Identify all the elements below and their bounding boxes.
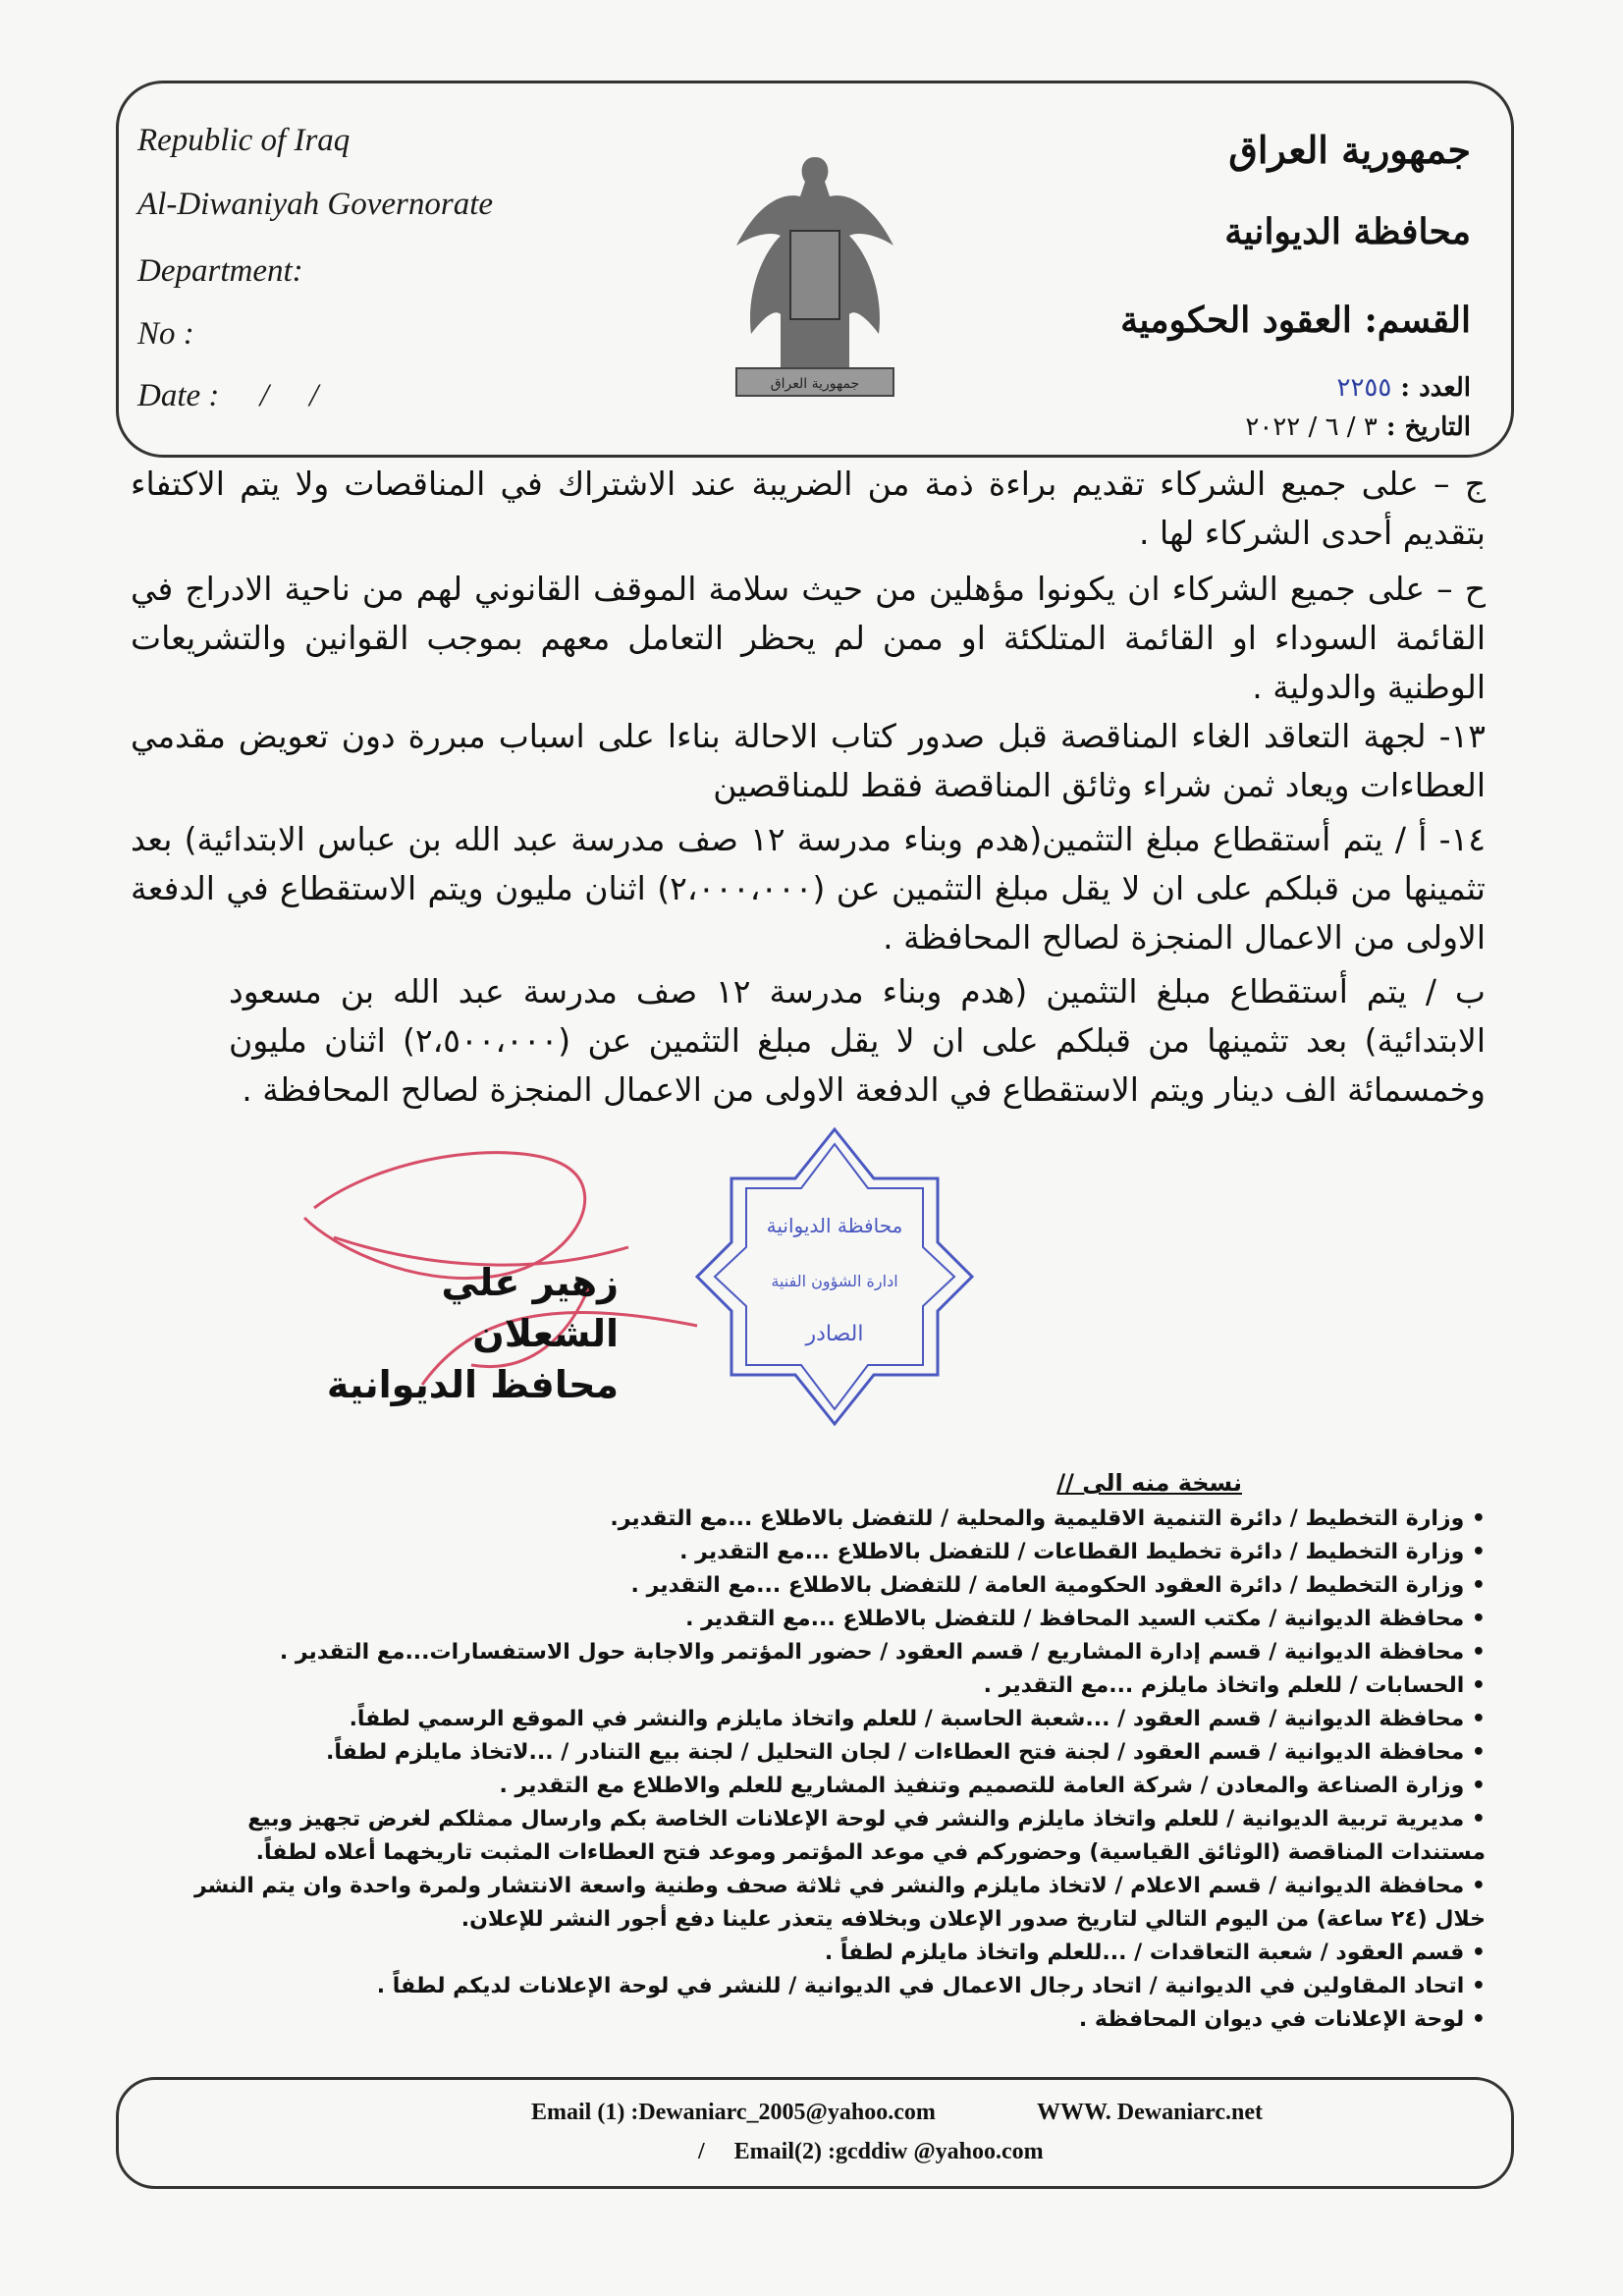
copies-list xyxy=(150,1503,1486,2037)
header-country-ar: جمهورية العراق xyxy=(1228,128,1471,172)
header-country-en: Republic of Iraq xyxy=(137,123,351,158)
copy-item: • لوحة الإعلانات في ديوان المحافظة . xyxy=(1078,2007,1486,2032)
copy-item: • وزارة التخطيط / دائرة التنمية الاقليمية والمحلية / للتفضل بالاطلاع ...مع التقدير. xyxy=(610,1506,1486,1531)
footer-email-1: Email (1) :Dewaniarc_2005@yahoo.com xyxy=(531,2100,936,2125)
clause-14a xyxy=(131,815,1486,962)
clause-13 xyxy=(131,712,1486,810)
copy-item: • الحسابات / للعلم واتخاذ مايلزم ...مع التقدير . xyxy=(983,1673,1486,1698)
copy-item: • اتحاد المقاولين في الديوانية / اتحاد رجال الاعمال في الديوانية / للنشر في لوحة الإعلانات لديكم لطفاً . xyxy=(376,1974,1486,1998)
copy-item: • وزارة الصناعة والمعادن / شركة العامة للتصميم وتنفيذ المشاريع للعلم والاطلاع مع التقدير . xyxy=(499,1774,1486,1798)
stamp-line2: ادارة الشؤون الفنية xyxy=(771,1272,898,1290)
header-department-ar: القسم: العقود الحكومية xyxy=(1120,300,1471,341)
emblem-caption: جمهورية العراق xyxy=(770,376,860,392)
date-label: التاريخ : xyxy=(1385,412,1471,442)
number-value: ٢٢٥٥ xyxy=(1336,373,1392,403)
header-number-ar xyxy=(1337,373,1472,403)
clause-14b xyxy=(229,967,1486,1115)
signatory-name: زهير علي الشعلان xyxy=(441,1261,619,1355)
copy-item: • محافظة الديوانية / قسم العقود / ...شعبة الحاسبة / للعلم واتخاذ مايلزم والنشر في الموقع الرسمي لطفاً. xyxy=(349,1707,1486,1731)
header-department-en: Department: xyxy=(137,253,303,289)
copy-item: • مديرية تربية الديوانية / للعلم واتخاذ مايلزم والنشر في لوحة الإعلانات الخاصة بكم وارسال ممثلكم لغرض تجهيز وبيع مستندات المناقصة (الوثائق القياسية) وحضوركم في موعد المؤتمر وموعد فتح العطاءات المثبت تاريخهما أعلاه لطفاً. xyxy=(247,1807,1486,1865)
footer-email-2: / Email(2) :gcddiw @yahoo.com xyxy=(698,2139,1044,2164)
signatory-title: محافظ الديوانية xyxy=(326,1363,619,1406)
footer-website: WWW. Dewaniarc.net xyxy=(1037,2100,1263,2125)
footer-contact-box xyxy=(116,2077,1514,2189)
clause-j xyxy=(131,460,1486,558)
clause-13-text: ١٣- لجهة التعاقد الغاء المناقصة قبل صدور كتاب الاحالة بناءا على اسباب مبررة دون تعويض مقدمي العطاءات ويعاد ثمن شراء وثائق المناقصة فقط للمناقصين xyxy=(131,717,1486,804)
header-governorate-ar: محافظة الديوانية xyxy=(1224,211,1471,252)
copy-item: • محافظة الديوانية / قسم إدارة المشاريع / قسم العقود / حضور المؤتمر والاجابة حول الاستفسارات...مع التقدير . xyxy=(279,1640,1486,1665)
clause-h xyxy=(131,565,1486,712)
header-date-ar xyxy=(1245,412,1471,442)
official-stamp-icon xyxy=(687,1120,982,1434)
date-value: ٣ / ٦ / ٢٠٢٢ xyxy=(1245,412,1378,442)
copy-item: • محافظة الديوانية / مكتب السيد المحافظ / للتفضل بالاطلاع ...مع التقدير . xyxy=(685,1607,1486,1631)
clause-h-text: ح – على جميع الشركاء ان يكونوا مؤهلين من حيث سلامة الموقف القانوني لهم من ناحية الادراج في القائمة السوداء او القائمة المتلكئة او ممن لم يحظر التعامل معهم بموجب القوانين والتشريعات الوطنية والدولية . xyxy=(131,570,1486,706)
copy-item: • قسم العقود / شعبة التعاقدات / ...للعلم واتخاذ مايلزم لطفاً . xyxy=(824,1941,1486,1965)
copy-item: • وزارة التخطيط / دائرة العقود الحكومية العامة / للتفضل بالاطلاع ...مع التقدير . xyxy=(630,1573,1486,1598)
header-governorate-en: Al-Diwaniyah Governorate xyxy=(137,187,494,222)
copy-item: • وزارة التخطيط / دائرة تخطيط القطاعات / للتفضل بالاطلاع ...مع التقدير . xyxy=(679,1540,1486,1564)
stamp-line3: الصادر xyxy=(805,1322,864,1346)
clause-14a-text: ١٤- أ / يتم أستقطاع مبلغ التثمين(هدم وبناء مدرسة ١٢ صف مدرسة عبد الله بن عباس الابتدائية) بعد تثمينها من قبلكم على ان لا يقل مبلغ التثمين عن (٢،٠٠٠،٠٠٠) اثنان مليون ويتم الاستقطاع في الدفعة الاولى من الاعمال المنجزة لصالح المحافظة . xyxy=(131,820,1486,957)
signature-block xyxy=(285,1257,619,1410)
number-label: العدد : xyxy=(1400,373,1471,403)
stamp-line1: محافظة الديوانية xyxy=(766,1214,903,1237)
copy-item: • محافظة الديوانية / قسم العقود / لجنة فتح العطاءات / لجان التحليل / لجنة بيع التنادر / ...لاتخاذ مايلزم لطفاً. xyxy=(326,1740,1486,1765)
clause-j-text: ج – على جميع الشركاء تقديم براءة ذمة من الضريبة عند الاشتراك في المناقصات ولا يتم الاكتفاء بتقديم أحدى الشركاء لها . xyxy=(131,465,1486,552)
clause-14b-text: ب / يتم أستقطاع مبلغ التثمين (هدم وبناء مدرسة ١٢ صف مدرسة عبد الله بن مسعود الابتدائية) بعد تثمينها من قبلكم على ان لا يقل مبلغ التثمين عن (٢،٥٠٠،٠٠٠) اثنان مليون وخمسمائة الف دينار ويتم الاستقطاع في الدفعة الاولى من الاعمال المنجزة لصالح المحافظة . xyxy=(229,972,1487,1109)
eagle-emblem-icon xyxy=(722,137,908,403)
header-number-en: No : xyxy=(137,316,194,352)
header-date-en: Date : / / xyxy=(137,378,319,413)
copy-item: • محافظة الديوانية / قسم الاعلام / لاتخاذ مايلزم والنشر في ثلاثة صحف وطنية واسعة الانتشار ولمرة واحدة وان يتم النشر خلال (٢٤ ساعة) من اليوم التالي لتاريخ صدور الإعلان وبخلافه يتعذر علينا دفع أجور النشر للإعلان. xyxy=(193,1874,1486,1932)
copies-heading: نسخة منه الى // xyxy=(1056,1469,1242,1497)
